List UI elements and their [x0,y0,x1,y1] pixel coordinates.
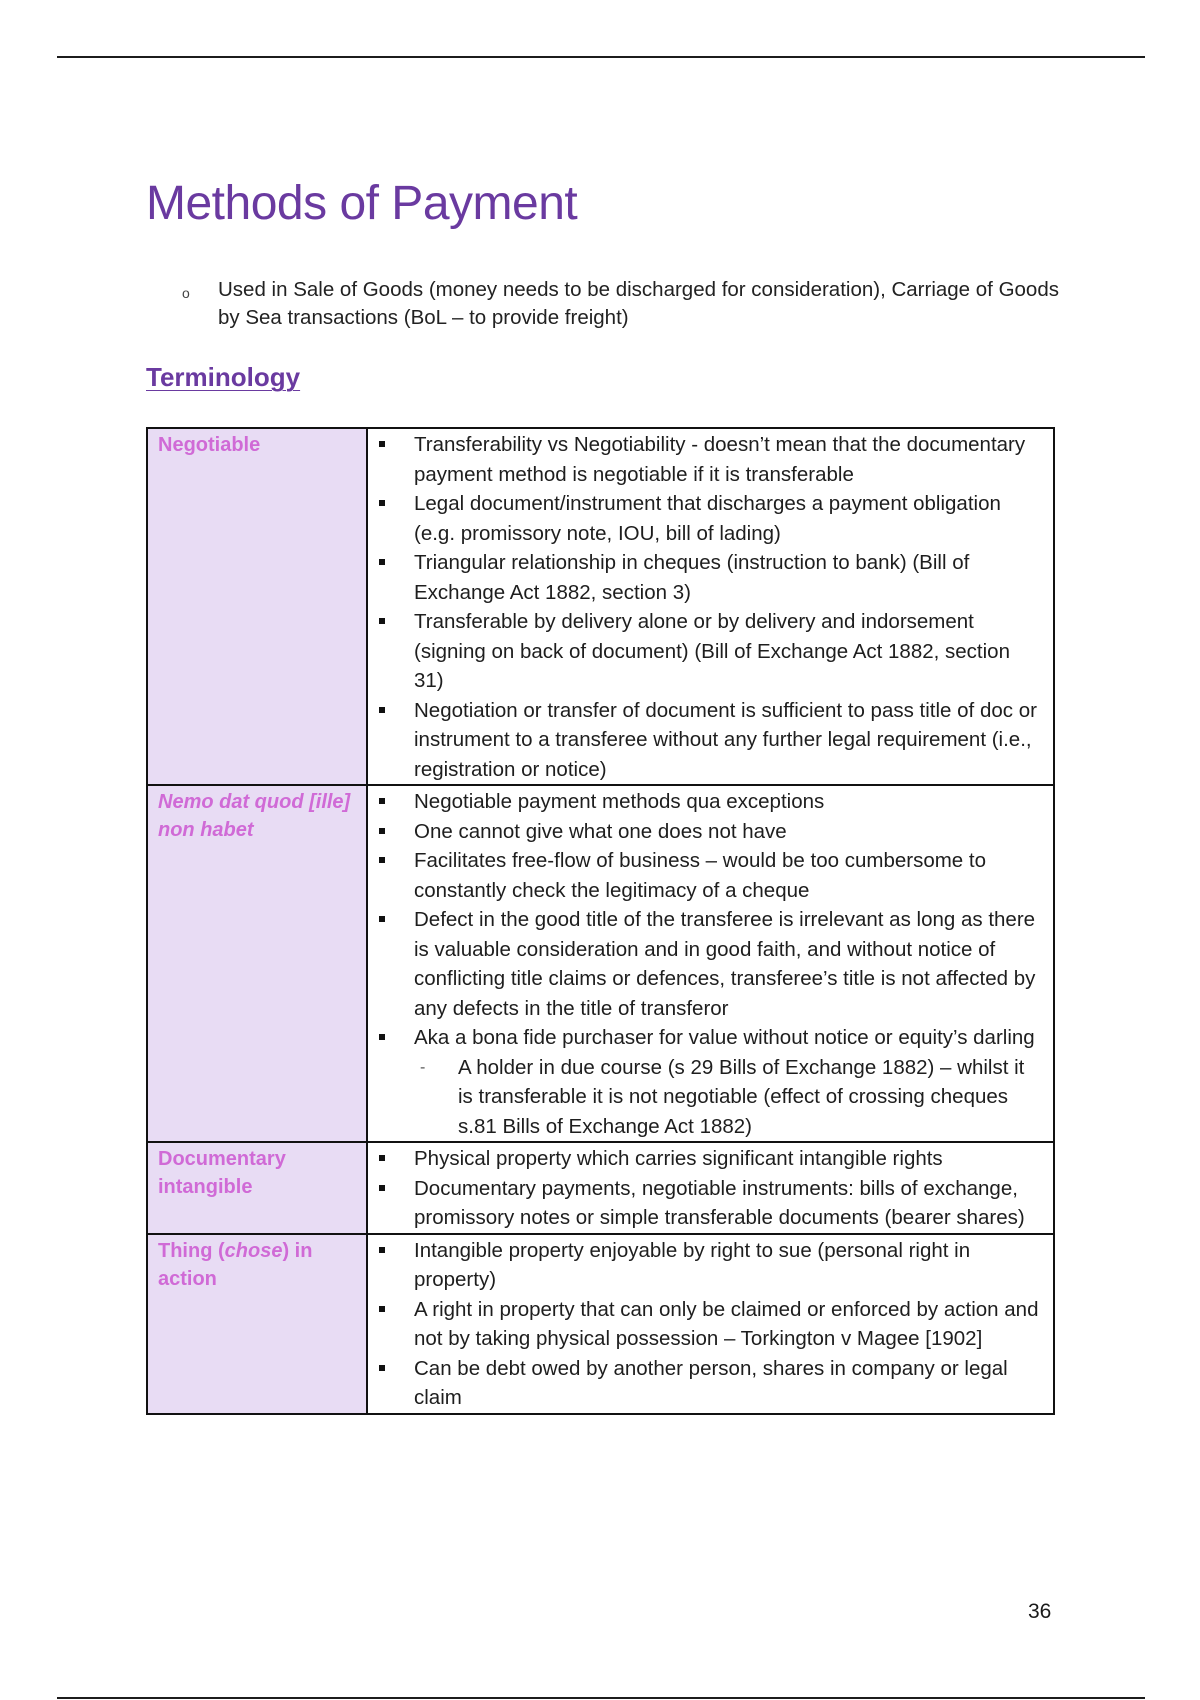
list-item [368,489,1041,548]
definition-list [368,430,1041,784]
term-label: Documentary intangible [158,1148,286,1198]
definition-list [368,1236,1041,1413]
intro-bullet-item [182,276,1062,332]
list-item-text: Negotiable payment methods qua exceptions [414,790,825,813]
list-item [368,696,1041,785]
list-item [368,1144,1041,1174]
header-rule [57,56,1145,58]
list-item-text: Negotiation or transfer of document is sufficient to pass title of doc or instrument to a transferee without any further legal requirement (i.e., registration or notice) [414,698,1037,781]
term-label-part: Thing ( [158,1239,225,1262]
list-item [368,430,1041,489]
definition-list [368,787,1041,1141]
sub-list-item-text: A holder in due course (s 29 Bills of Exchange 1882) – whilst it is transferable it is not negotiable (effect of crossing cheques s.81 Bills of Exchange Act 1882) [458,1055,1025,1138]
hollow-circle-bullet-icon: o [182,285,190,301]
section-heading-terminology: Terminology [146,362,301,392]
page-number: 36 [1028,1600,1052,1623]
terminology-table [146,427,1055,1415]
list-item-text: Intangible property enjoyable by right to sue (personal right in property) [414,1238,971,1291]
list-item [368,846,1041,905]
footer-rule [57,1697,1145,1699]
list-item [368,1354,1041,1413]
page-title: Methods of Payment [146,177,578,230]
term-cell [147,785,367,1142]
list-item-text: One cannot give what one does not have [414,819,787,843]
definition-cell [367,1234,1054,1414]
list-item [368,1236,1041,1295]
square-bullet-icon [379,1306,385,1312]
square-bullet-icon [379,1365,385,1371]
list-item-text: Transferability vs Negotiability - doesn’t mean that the documentary payment method is negotiable if it is transferable [414,433,1026,486]
list-item [368,905,1041,1023]
definition-cell [367,785,1054,1142]
sub-list [414,1053,1041,1142]
term-label: Negotiable [158,434,261,456]
term-cell [147,1142,367,1234]
table-row [147,1234,1054,1414]
list-item-text: Defect in the good title of the transferee is irrelevant as long as there is valuable consideration and in good faith, and without notice of conflicting title claims or defences, transferee’s title is not affected by any defects in the title of transferor [414,908,1036,1020]
list-item [368,548,1041,607]
term-label-part-italic: chose [224,1239,283,1262]
list-item-text: Physical property which carries significant intangible rights [414,1147,943,1170]
term-label: Nemo dat quod [ille] non habet [158,791,351,841]
term-cell [147,428,367,785]
square-bullet-icon [379,1155,385,1161]
list-item [368,1023,1041,1141]
definition-cell [367,1142,1054,1234]
list-item [368,607,1041,696]
list-item-text: Facilitates free-flow of business – would be too cumbersome to constantly check the legitimacy of a cheque [414,849,986,902]
square-bullet-icon [379,559,385,565]
list-item [368,1295,1041,1354]
intro-text: Used in Sale of Goods (money needs to be discharged for consideration), Carriage of Goods by Sea transactions (BoL – to provide freight) [218,278,1059,329]
list-item [368,787,1041,817]
list-item [368,817,1041,847]
square-bullet-icon [379,1185,385,1191]
square-bullet-icon [379,707,385,713]
term-cell [147,1234,367,1414]
definition-list [368,1144,1041,1233]
square-bullet-icon [379,1247,385,1253]
square-bullet-icon [379,828,385,834]
square-bullet-icon [379,857,385,863]
table-row [147,785,1054,1142]
list-item-text: Documentary payments, negotiable instruments: bills of exchange, promissory notes or simple transferable documents (bearer shares) [414,1176,1025,1229]
list-item-text: Can be debt owed by another person, shares in company or legal claim [414,1356,1008,1409]
list-item-text: Transferable by delivery alone or by delivery and indorsement (signing on back of document) (Bill of Exchange Act 1882, section 31) [414,610,1010,692]
square-bullet-icon [379,798,385,804]
term-label-part: ) in action [158,1239,313,1290]
list-item-text: A right in property that can only be claimed or enforced by action and not by taking physical possession – Torkington v Magee [1902] [414,1297,1039,1350]
sub-list-item [414,1053,1041,1142]
square-bullet-icon [379,1034,385,1040]
square-bullet-icon [379,916,385,922]
table-row [147,428,1054,785]
list-item-text: Legal document/instrument that discharges a payment obligation (e.g. promissory note, IOU, bill of lading) [414,492,1001,545]
terminology-table-body [147,428,1054,1414]
dash-bullet-icon: - [420,1058,426,1076]
square-bullet-icon [379,441,385,447]
list-item-text: Triangular relationship in cheques (instruction to bank) (Bill of Exchange Act 1882, section 3) [414,551,970,604]
square-bullet-icon [379,618,385,624]
definition-cell [367,428,1054,785]
square-bullet-icon [379,500,385,506]
table-row [147,1142,1054,1234]
list-item-text: Aka a bona fide purchaser for value without notice or equity’s darling [414,1026,1035,1049]
list-item [368,1174,1041,1233]
